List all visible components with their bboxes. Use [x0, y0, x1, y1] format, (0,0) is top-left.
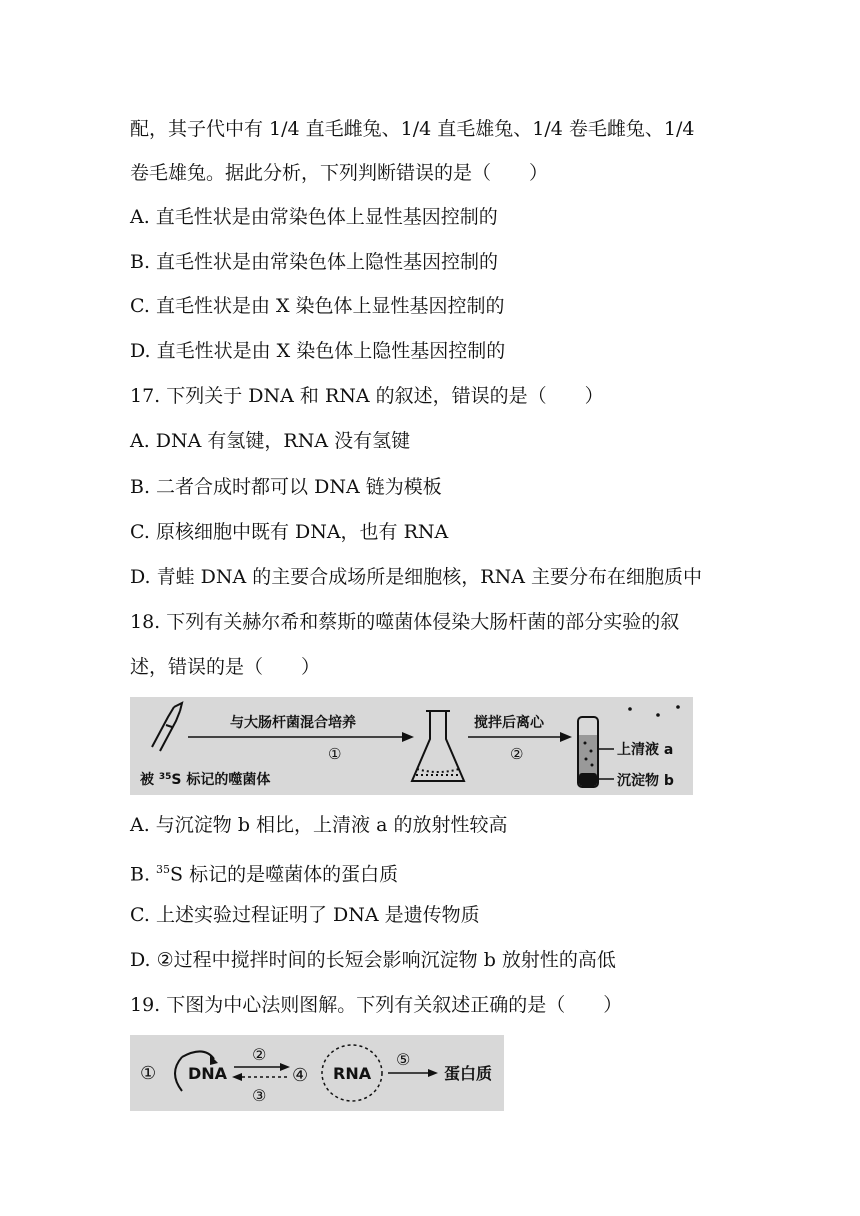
- text-line-2: 卷毛雄兔。据此分析，下列判断错误的是（ ）: [130, 162, 549, 184]
- q18-option-c: C. 上述实验过程证明了 DNA 是遗传物质: [130, 904, 480, 926]
- step2-number: ②: [252, 1045, 267, 1064]
- step3-number: ③: [252, 1086, 267, 1105]
- q17-option-b: B. 二者合成时都可以 DNA 链为模板: [130, 476, 442, 498]
- step1-label: 与大肠杆菌混合培养: [230, 715, 356, 731]
- central-dogma-figure: [130, 1035, 504, 1111]
- q18-stem-line-1: 18. 下列有关赫尔希和蔡斯的噬菌体侵染大肠杆菌的部分实验的叙: [130, 611, 680, 633]
- step4-number: ④: [292, 1065, 309, 1086]
- q18-option-b-prefix: B.: [130, 863, 157, 886]
- q18-option-d: D. ②过程中搅拌时间的长短会影响沉淀物 b 放射性的高低: [130, 949, 616, 971]
- step2-number: ②: [510, 745, 524, 763]
- q16-option-b: B. 直毛性状是由常染色体上隐性基因控制的: [130, 251, 499, 273]
- q19-stem: 19. 下图为中心法则图解。下列有关叙述正确的是（ ）: [130, 994, 623, 1016]
- q18-stem-line-2: 述，错误的是（ ）: [130, 656, 321, 678]
- phage-experiment-figure: [130, 697, 693, 795]
- q16-option-c: C. 直毛性状是由 X 染色体上显性基因控制的: [130, 295, 505, 317]
- text-line-1: 配，其子代中有 1/4 直毛雌兔、1/4 直毛雄兔、1/4 卷毛雌兔、1/4: [130, 118, 695, 140]
- q16-option-d: D. 直毛性状是由 X 染色体上隐性基因控制的: [130, 340, 506, 362]
- q17-option-a: A. DNA 有氢键，RNA 没有氢键: [130, 430, 411, 452]
- dna-label: DNA: [188, 1064, 228, 1083]
- step1-number: ①: [328, 745, 342, 763]
- q17-stem: 17. 下列关于 DNA 和 RNA 的叙述，错误的是（ ）: [130, 385, 604, 407]
- step2-label: 搅拌后离心: [474, 715, 544, 731]
- q17-option-c: C. 原核细胞中既有 DNA，也有 RNA: [130, 521, 449, 543]
- step1-number: ①: [140, 1063, 157, 1084]
- supernatant-label: 上清液 a: [617, 742, 674, 758]
- rna-label: RNA: [333, 1064, 372, 1083]
- q18-option-a: A. 与沉淀物 b 相比，上清液 a 的放射性较高: [130, 814, 508, 836]
- isotope-superscript: 35: [156, 863, 171, 876]
- q18-option-b: [130, 858, 398, 886]
- step5-number: ⑤: [396, 1050, 411, 1069]
- protein-label: 蛋白质: [444, 1064, 493, 1083]
- q18-option-b-text: S 标记的是噬菌体的蛋白质: [170, 863, 399, 886]
- sediment-label: 沉淀物 b: [617, 773, 674, 789]
- q16-option-a: A. 直毛性状是由常染色体上显性基因控制的: [130, 206, 498, 228]
- phage-label: 被 $^{35}$S 标记的噬菌体: [140, 772, 271, 788]
- q17-option-d: D. 青蛙 DNA 的主要合成场所是细胞核，RNA 主要分布在细胞质中: [130, 566, 702, 588]
